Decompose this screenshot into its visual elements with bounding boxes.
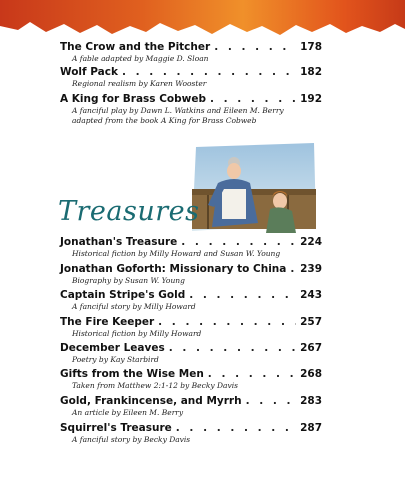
entry-title: Squirrel's Treasure [60,422,172,434]
leader-dots [122,66,296,79]
page-number: 239 [300,263,322,275]
entry-title: A King for Brass Cobweb [60,93,206,105]
leader-dots [214,41,296,54]
toc-entry[interactable] [60,422,322,445]
entry-description: Regional realism by Karen Wooster [72,79,207,88]
entry-title: Captain Stripe's Gold [60,289,186,301]
entry-description: Historical fiction by Milly Howard [72,329,202,338]
entry-title: Wolf Pack [60,66,118,78]
entry-title: Gifts from the Wise Men [60,368,204,380]
leader-dots [158,316,296,329]
toc-entry[interactable] [60,395,322,418]
leader-dots [169,342,296,355]
page-number: 178 [300,41,322,53]
entry-description: A fanciful play by Dawn L. Watkins and Eileen M. Berry [72,106,284,115]
leader-dots [210,93,296,106]
toc-entry[interactable] [60,236,322,259]
toc-entry[interactable] [60,368,322,391]
entry-title: December Leaves [60,342,165,354]
toc-entry[interactable] [60,263,322,286]
page-number: 287 [300,422,322,434]
page-number: 192 [300,93,322,105]
entry-title: The Crow and the Pitcher [60,41,211,53]
toc-entry[interactable] [60,289,322,312]
leader-dots [189,289,296,302]
story-illustration [188,143,318,235]
leader-dots [290,263,296,276]
entry-title: The Fire Keeper [60,316,155,328]
page-number: 268 [300,368,322,380]
entry-description: A fanciful story by Becky Davis [72,435,191,444]
page-number: 243 [300,289,322,301]
section-title: Treasures [58,196,200,227]
page-number: 182 [300,66,322,78]
entry-description: A fable adapted by Maggie D. Sloan [72,54,209,63]
page-number: 224 [300,236,322,248]
entry-description: An article by Eileen M. Berry [72,408,184,417]
page-number: 257 [300,316,322,328]
toc-entry[interactable] [60,66,322,89]
entry-description: Taken from Matthew 2:1-12 by Becky Davis [72,381,238,390]
entry-description: Biography by Susan W. Young [72,276,185,285]
page-number: 283 [300,395,322,407]
leader-dots [181,236,296,249]
entry-description: Historical fiction by Milly Howard and Susan W. Young [72,249,281,258]
entry-title: Jonathan's Treasure [60,236,178,248]
torn-edge [0,16,405,40]
page-number: 267 [300,342,322,354]
entry-title: Jonathan Goforth: Missionary to China [60,263,287,275]
leader-dots [208,368,296,381]
leader-dots [176,422,296,435]
toc-entry[interactable] [60,342,322,365]
leader-dots [246,395,296,408]
entry-title: Gold, Frankincense, and Myrrh [60,395,242,407]
entry-description: adapted from the book A King for Brass Cobweb [72,116,257,125]
entry-description: A fanciful story by Milly Howard [72,302,196,311]
toc-entry[interactable] [60,93,322,126]
entry-description: Poetry by Kay Starbird [72,355,159,364]
toc-entry[interactable] [60,41,322,64]
toc-entry[interactable] [60,316,322,339]
